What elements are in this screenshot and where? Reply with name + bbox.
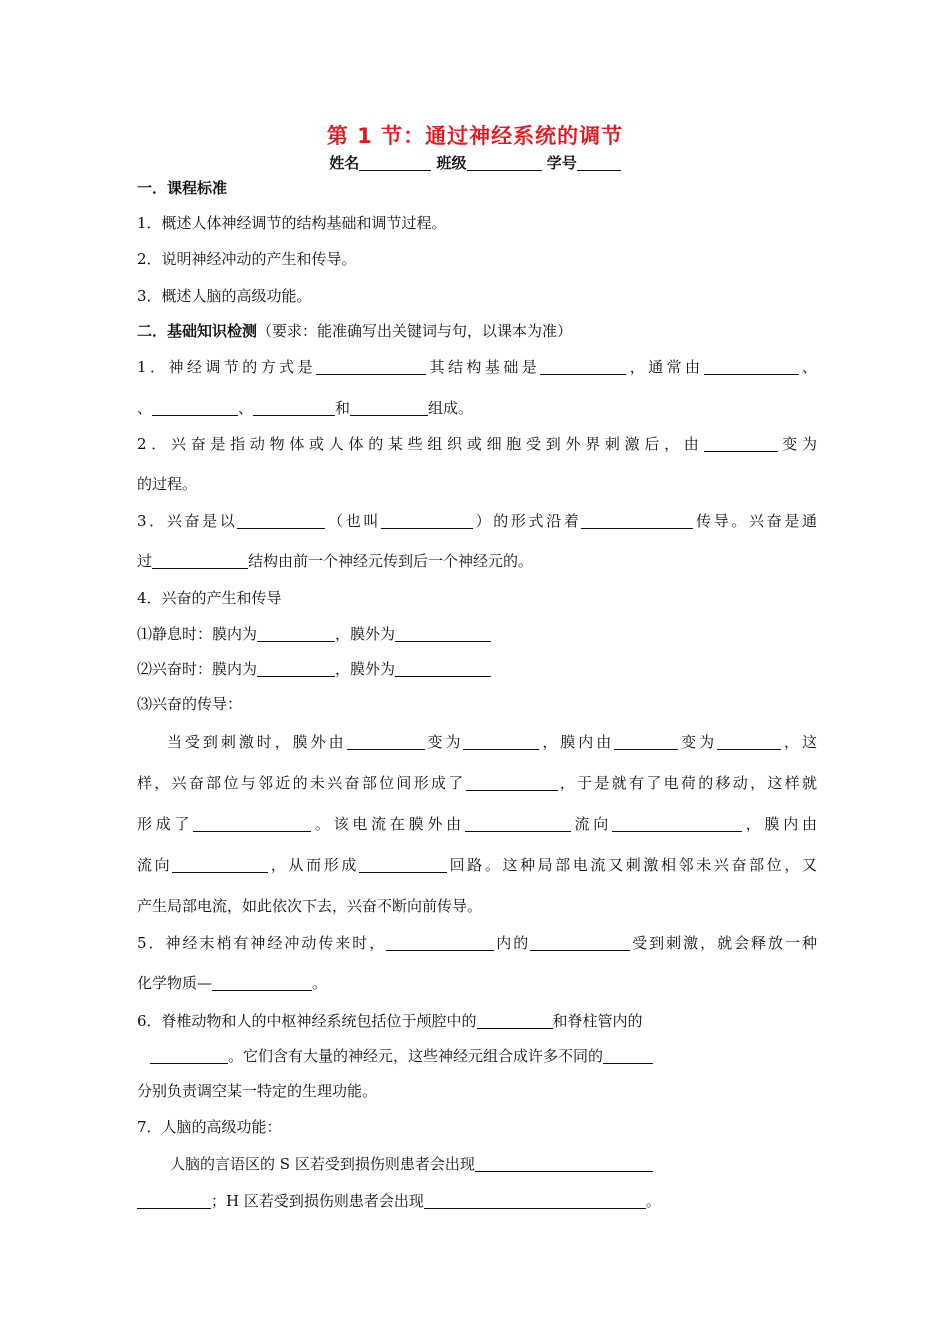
answer-blank[interactable]	[466, 774, 558, 791]
answer-blank[interactable]	[381, 512, 473, 529]
answer-blank[interactable]	[172, 856, 268, 873]
answer-blank[interactable]	[424, 1192, 646, 1209]
question-4-resting: ⑴静息时：膜内为 ，膜外为	[137, 624, 817, 644]
answer-blank[interactable]	[359, 856, 447, 873]
name-blank[interactable]	[359, 154, 431, 171]
answer-blank[interactable]	[463, 733, 539, 750]
answer-blank[interactable]	[395, 625, 491, 642]
number-label: 学号	[546, 154, 577, 172]
answer-blank[interactable]	[253, 399, 335, 416]
page-title: 第 1 节：通过神经系统的调节	[326, 124, 624, 148]
section-heading-standards: 一．课程标准	[137, 179, 228, 197]
number-blank[interactable]	[577, 154, 621, 171]
answer-blank[interactable]	[475, 1155, 653, 1172]
section-note: （要求：能准确写出关键词与句，以课本为准）	[257, 322, 573, 340]
answer-blank[interactable]	[540, 358, 626, 375]
question-5-line-2: 化学物质— 。	[137, 974, 328, 992]
answer-blank[interactable]	[150, 1047, 228, 1064]
question-7-line-1: 人脑的言语区的 S 区若受到损伤则患者会出现	[170, 1154, 850, 1174]
question-3-line-2: 过 结构由前一个神经元传到后一个神经元的。	[137, 552, 534, 570]
question-5-line-1: 5．神经末梢有神经冲动传来时， 内的 受到刺激，就会释放一种	[137, 934, 817, 952]
class-blank[interactable]	[467, 154, 542, 171]
answer-blank[interactable]	[152, 552, 248, 569]
section-heading-text: 二．基础知识检测	[137, 322, 258, 340]
student-info	[0, 152, 950, 173]
standard-item: 2．说明神经冲动的产生和传导。	[137, 250, 357, 268]
question-2-line-1: 2．兴奋是指动物体或人体的某些组织或细胞受到外界刺激后，由 变为	[137, 435, 817, 453]
answer-blank[interactable]	[465, 815, 571, 832]
answer-blank[interactable]	[603, 1047, 653, 1064]
question-1-line-2: 、 、 和 组成。	[137, 399, 474, 417]
class-label: 班级	[436, 154, 467, 172]
answer-blank[interactable]	[581, 512, 693, 529]
question-4-para-line-1: 当受到刺激时，膜外由 变为 ，膜内由 变为 ，这	[167, 733, 817, 751]
answer-blank[interactable]	[152, 399, 238, 416]
standard-item: 3．概述人脑的高级功能。	[137, 287, 312, 305]
name-label: 姓名	[329, 154, 360, 172]
question-6-line-3: 分别负责调空某一特定的生理功能。	[137, 1082, 378, 1100]
answer-blank[interactable]	[257, 660, 335, 677]
section-heading-knowledge	[137, 321, 817, 341]
answer-blank[interactable]	[193, 815, 311, 832]
question-4-title: 4．兴奋的产生和传导	[137, 589, 282, 607]
question-6-line-1: 6．脊椎动物和人的中枢神经系统包括位于颅腔中的 和脊柱管内的	[137, 1012, 643, 1030]
question-4-para-line-3: 形成了 。该电流在膜外由 流向 ，膜内由	[137, 815, 817, 833]
answer-blank[interactable]	[530, 934, 630, 951]
question-4-para-line-2: 样，兴奋部位与邻近的未兴奋部位间形成了 ，于是就有了电荷的移动，这样就	[137, 774, 817, 792]
answer-blank[interactable]	[347, 733, 425, 750]
question-2-line-2: 的过程。	[137, 475, 198, 493]
question-1-line-1: 1．神经调节的方式是 其结构基础是 ，通常由 、	[137, 358, 817, 376]
answer-blank[interactable]	[395, 660, 491, 677]
standard-item: 1．概述人体神经调节的结构基础和调节过程。	[137, 214, 447, 232]
answer-blank[interactable]	[614, 733, 678, 750]
question-4-para-line-4: 流向 ，从而形成 回路。这种局部电流又刺激相邻未兴奋部位，又	[137, 856, 817, 874]
answer-blank[interactable]	[316, 358, 426, 375]
question-4-excited: ⑵兴奋时：膜内为 ，膜外为	[137, 659, 817, 679]
answer-blank[interactable]	[704, 358, 799, 375]
question-6-line-2: 。它们含有大量的神经元，这些神经元组合成许多不同的	[150, 1046, 830, 1066]
answer-blank[interactable]	[477, 1012, 553, 1029]
question-7-title: 7．人脑的高级功能：	[137, 1118, 282, 1136]
answer-blank[interactable]	[212, 974, 312, 991]
answer-blank[interactable]	[350, 399, 428, 416]
answer-blank[interactable]	[717, 733, 781, 750]
question-3-line-1: 3．兴奋是以 （也叫 ）的形式沿着 传导。兴奋是通	[137, 512, 817, 530]
answer-blank[interactable]	[237, 512, 325, 529]
question-4-conduction-title: ⑶兴奋的传导：	[137, 695, 243, 713]
answer-blank[interactable]	[386, 934, 494, 951]
question-7-line-2: ；H 区若受到损伤则患者会出现 。	[137, 1191, 817, 1211]
answer-blank[interactable]	[137, 1192, 211, 1209]
answer-blank[interactable]	[612, 815, 742, 832]
answer-blank[interactable]	[257, 625, 335, 642]
question-4-para-line-5: 产生局部电流，如此依次下去，兴奋不断向前传导。	[137, 897, 483, 915]
answer-blank[interactable]	[704, 435, 778, 452]
